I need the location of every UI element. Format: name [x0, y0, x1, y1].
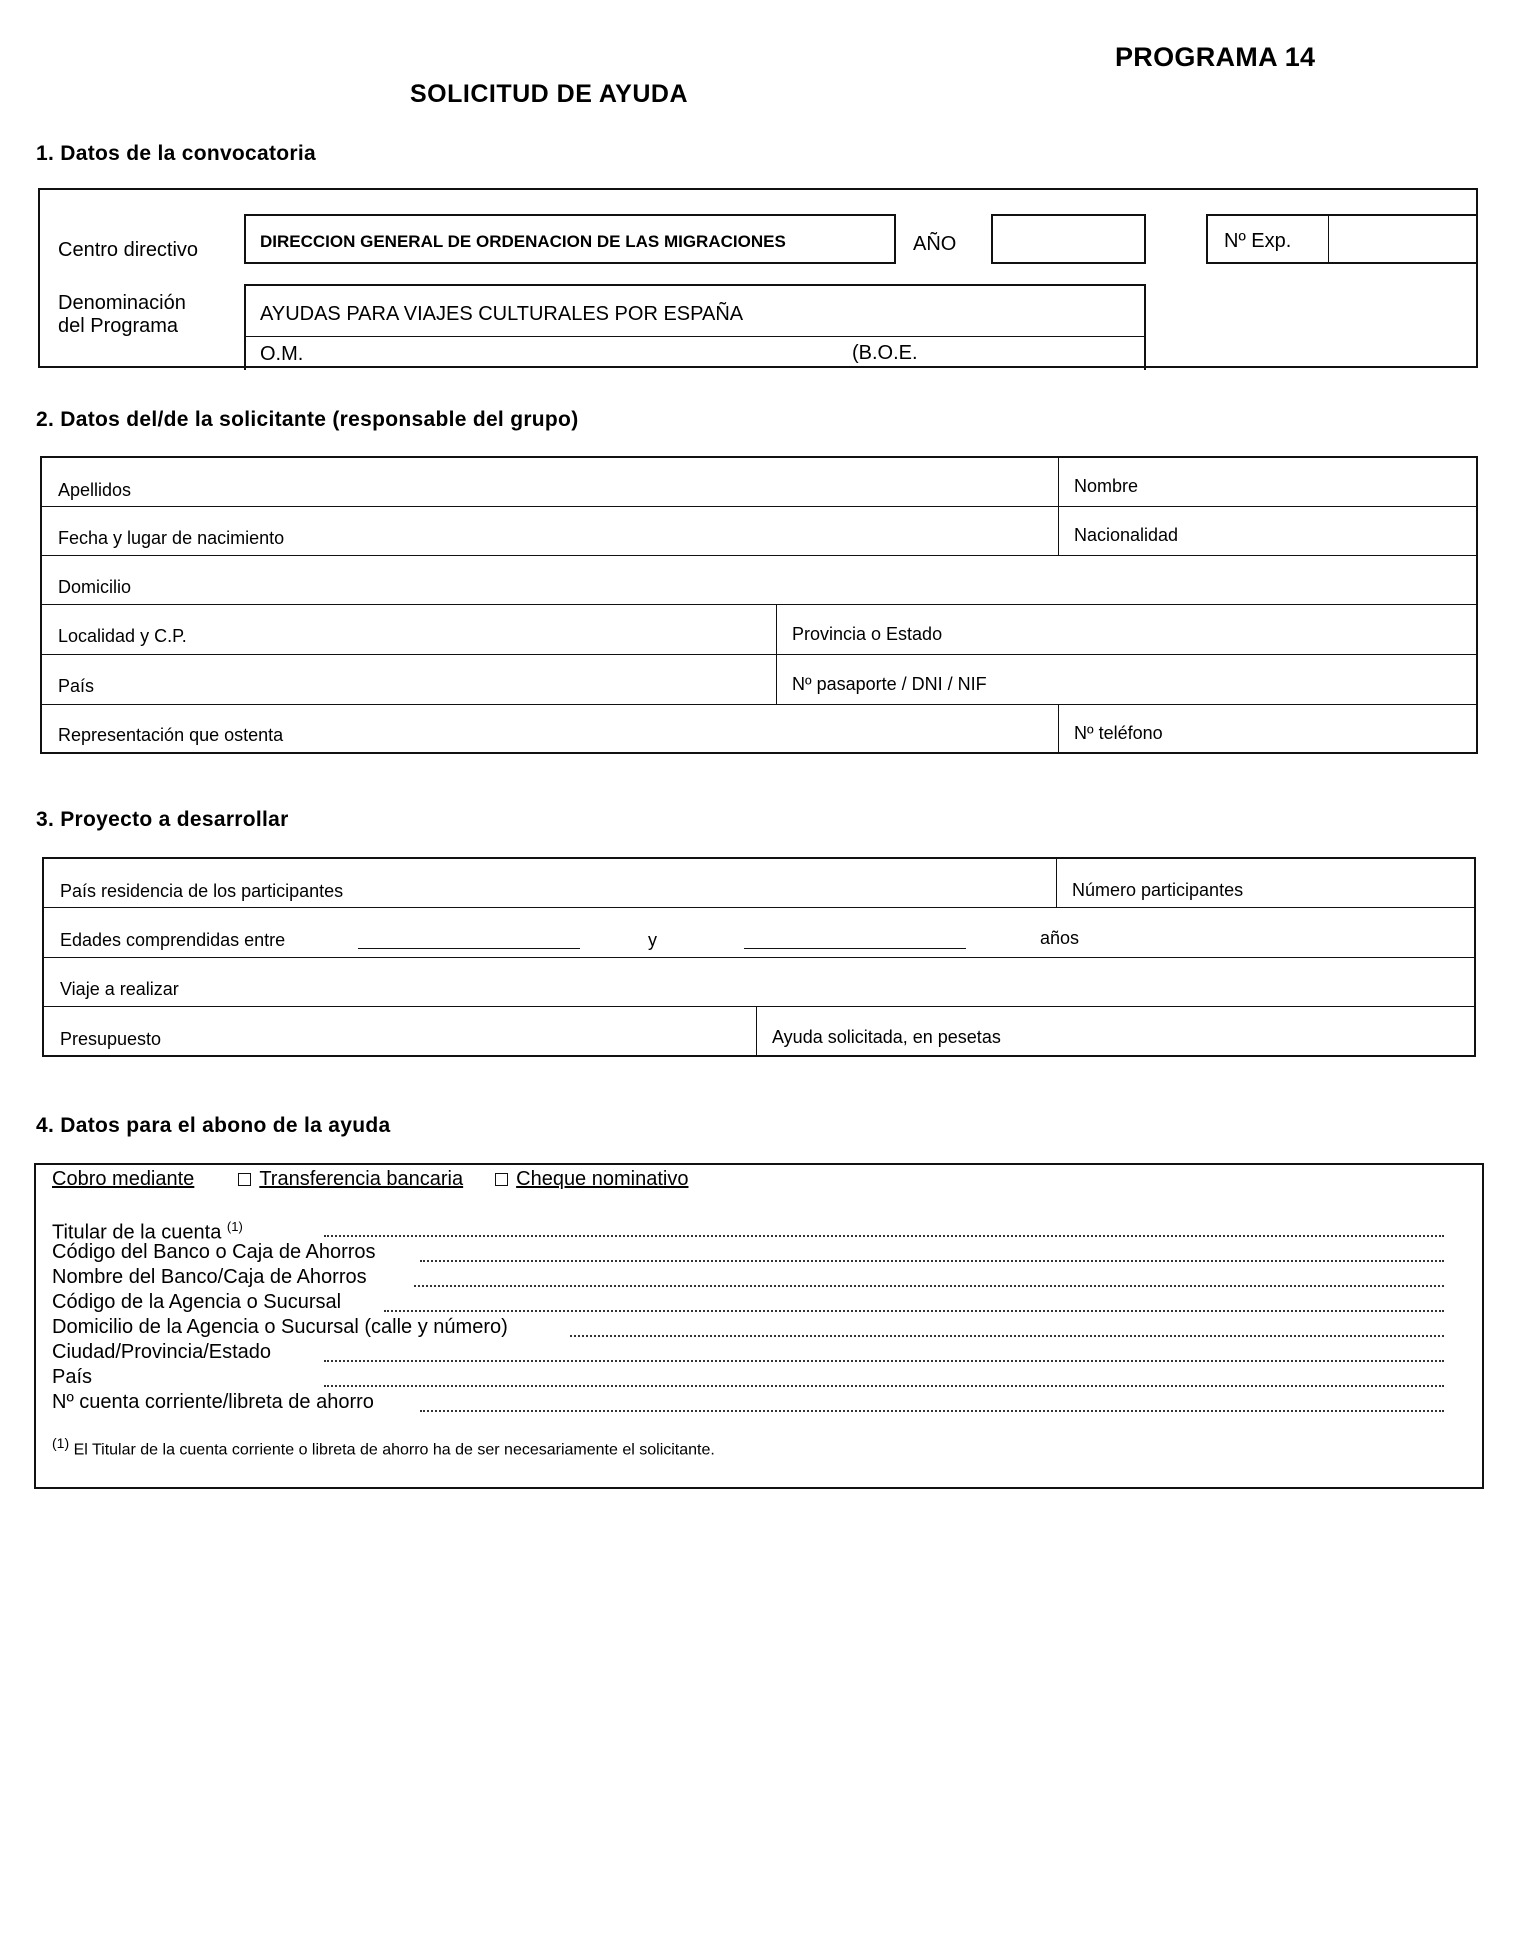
titular-label: Titular de la cuenta $^{(1)}$: [52, 1219, 243, 1244]
pais-line[interactable]: [324, 1385, 1444, 1387]
proyecto-box: [42, 857, 1476, 1057]
y-label: y: [648, 930, 657, 950]
domicilio-agencia-line[interactable]: [570, 1335, 1444, 1337]
om-label[interactable]: O.M.: [260, 343, 304, 365]
nexp-label: Nº Exp.: [1224, 230, 1292, 252]
pasaporte-field[interactable]: Nº pasaporte / DNI / NIF: [792, 674, 987, 694]
row-divider: [44, 957, 1474, 958]
centro-directivo-label: Centro directivo: [58, 239, 199, 261]
domicilio-agencia-label: Domicilio de la Agencia o Sucursal (calle y número): [52, 1316, 508, 1338]
row-divider: [44, 907, 1474, 908]
row-divider: [42, 506, 1476, 507]
denominacion-box: [244, 284, 1146, 370]
anos-label: años: [1040, 928, 1080, 948]
col-divider: [776, 604, 777, 704]
centro-directivo-field[interactable]: [244, 214, 896, 264]
cobro-label: Cobro mediante: [52, 1168, 195, 1190]
footnote: $^{(1)}$ El Titular de la cuenta corriente o libreta de ahorro ha de ser necesariamente el solicitante.: [52, 1435, 715, 1459]
cheque-checkbox[interactable]: [495, 1173, 508, 1186]
nexp-box: [1206, 214, 1478, 264]
pais-field[interactable]: País: [58, 676, 95, 696]
abono-box: [34, 1163, 1484, 1489]
nombre-banco-label: Nombre del Banco/Caja de Ahorros: [52, 1266, 367, 1288]
apellidos-field[interactable]: Apellidos: [58, 480, 132, 500]
page-title: SOLICITUD DE AYUDA: [410, 80, 689, 108]
section-1-heading: 1. Datos de la convocatoria: [36, 142, 317, 165]
col-divider: [756, 1006, 757, 1055]
titular-line[interactable]: [324, 1235, 1444, 1237]
viaje-field[interactable]: Viaje a realizar: [60, 979, 179, 999]
solicitante-box: [40, 456, 1478, 754]
denominacion-label-1: Denominación: [58, 292, 186, 314]
convocatoria-box: [38, 188, 1478, 368]
col-divider: [1056, 859, 1057, 907]
centro-directivo-value: DIRECCION GENERAL DE ORDENACION DE LAS MIGRACIONES: [260, 232, 786, 251]
cobro-row: [52, 1167, 688, 1191]
program-number: PROGRAMA 14: [1115, 42, 1316, 72]
codigo-banco-label: Código del Banco o Caja de Ahorros: [52, 1241, 376, 1263]
edad-min-line[interactable]: [358, 948, 580, 949]
codigo-banco-line[interactable]: [420, 1260, 1444, 1262]
nacionalidad-field[interactable]: Nacionalidad: [1074, 525, 1179, 545]
col-divider: [1058, 458, 1059, 555]
cuenta-line[interactable]: [420, 1410, 1444, 1412]
nombre-banco-line[interactable]: [414, 1285, 1444, 1287]
transferencia-checkbox[interactable]: [238, 1173, 251, 1186]
anio-field[interactable]: [991, 214, 1146, 264]
pais-label: País: [52, 1366, 93, 1388]
nexp-field[interactable]: [1330, 216, 1476, 262]
edades-label: Edades comprendidas entre: [60, 930, 286, 950]
ciudad-label: Ciudad/Provincia/Estado: [52, 1341, 272, 1363]
pais-residencia-field[interactable]: País residencia de los participantes: [60, 881, 344, 901]
ciudad-line[interactable]: [324, 1360, 1444, 1362]
ayuda-solicitada-field[interactable]: Ayuda solicitada, en pesetas: [772, 1027, 1001, 1047]
denominacion-label-2: del Programa: [58, 315, 179, 337]
row-divider: [42, 555, 1476, 556]
col-divider: [1058, 704, 1059, 752]
row-divider: [42, 704, 1476, 705]
nombre-field[interactable]: Nombre: [1074, 476, 1139, 496]
section-2-heading: 2. Datos del/de la solicitante (responsable del grupo): [36, 408, 579, 431]
domicilio-field[interactable]: Domicilio: [58, 577, 132, 597]
telefono-field[interactable]: Nº teléfono: [1074, 723, 1163, 743]
codigo-agencia-line[interactable]: [384, 1310, 1444, 1312]
cuenta-label: Nº cuenta corriente/libreta de ahorro: [52, 1391, 374, 1413]
provincia-field[interactable]: Provincia o Estado: [792, 624, 943, 644]
nexp-divider: [1328, 216, 1329, 262]
localidad-field[interactable]: Localidad y C.P.: [58, 626, 187, 646]
codigo-agencia-label: Código de la Agencia o Sucursal: [52, 1291, 342, 1313]
row-divider: [44, 1006, 1474, 1007]
denominacion-value: AYUDAS PARA VIAJES CULTURALES POR ESPAÑA: [260, 303, 744, 325]
transferencia-label[interactable]: Transferencia bancaria: [259, 1168, 464, 1190]
row-divider: [42, 604, 1476, 605]
fecha-lugar-field[interactable]: Fecha y lugar de nacimiento: [58, 528, 285, 548]
section-3-heading: 3. Proyecto a desarrollar: [36, 808, 289, 831]
om-divider: [246, 336, 1144, 337]
cheque-label[interactable]: Cheque nominativo: [516, 1168, 689, 1190]
boe-label[interactable]: (B.O.E.: [852, 342, 918, 364]
edad-max-line[interactable]: [744, 948, 966, 949]
representacion-field[interactable]: Representación que ostenta: [58, 725, 284, 745]
section-4-heading: 4. Datos para el abono de la ayuda: [36, 1114, 391, 1137]
numero-participantes-field[interactable]: Número participantes: [1072, 880, 1244, 900]
anio-label: AÑO: [913, 233, 957, 255]
presupuesto-field[interactable]: Presupuesto: [60, 1029, 162, 1049]
row-divider: [42, 654, 1476, 655]
